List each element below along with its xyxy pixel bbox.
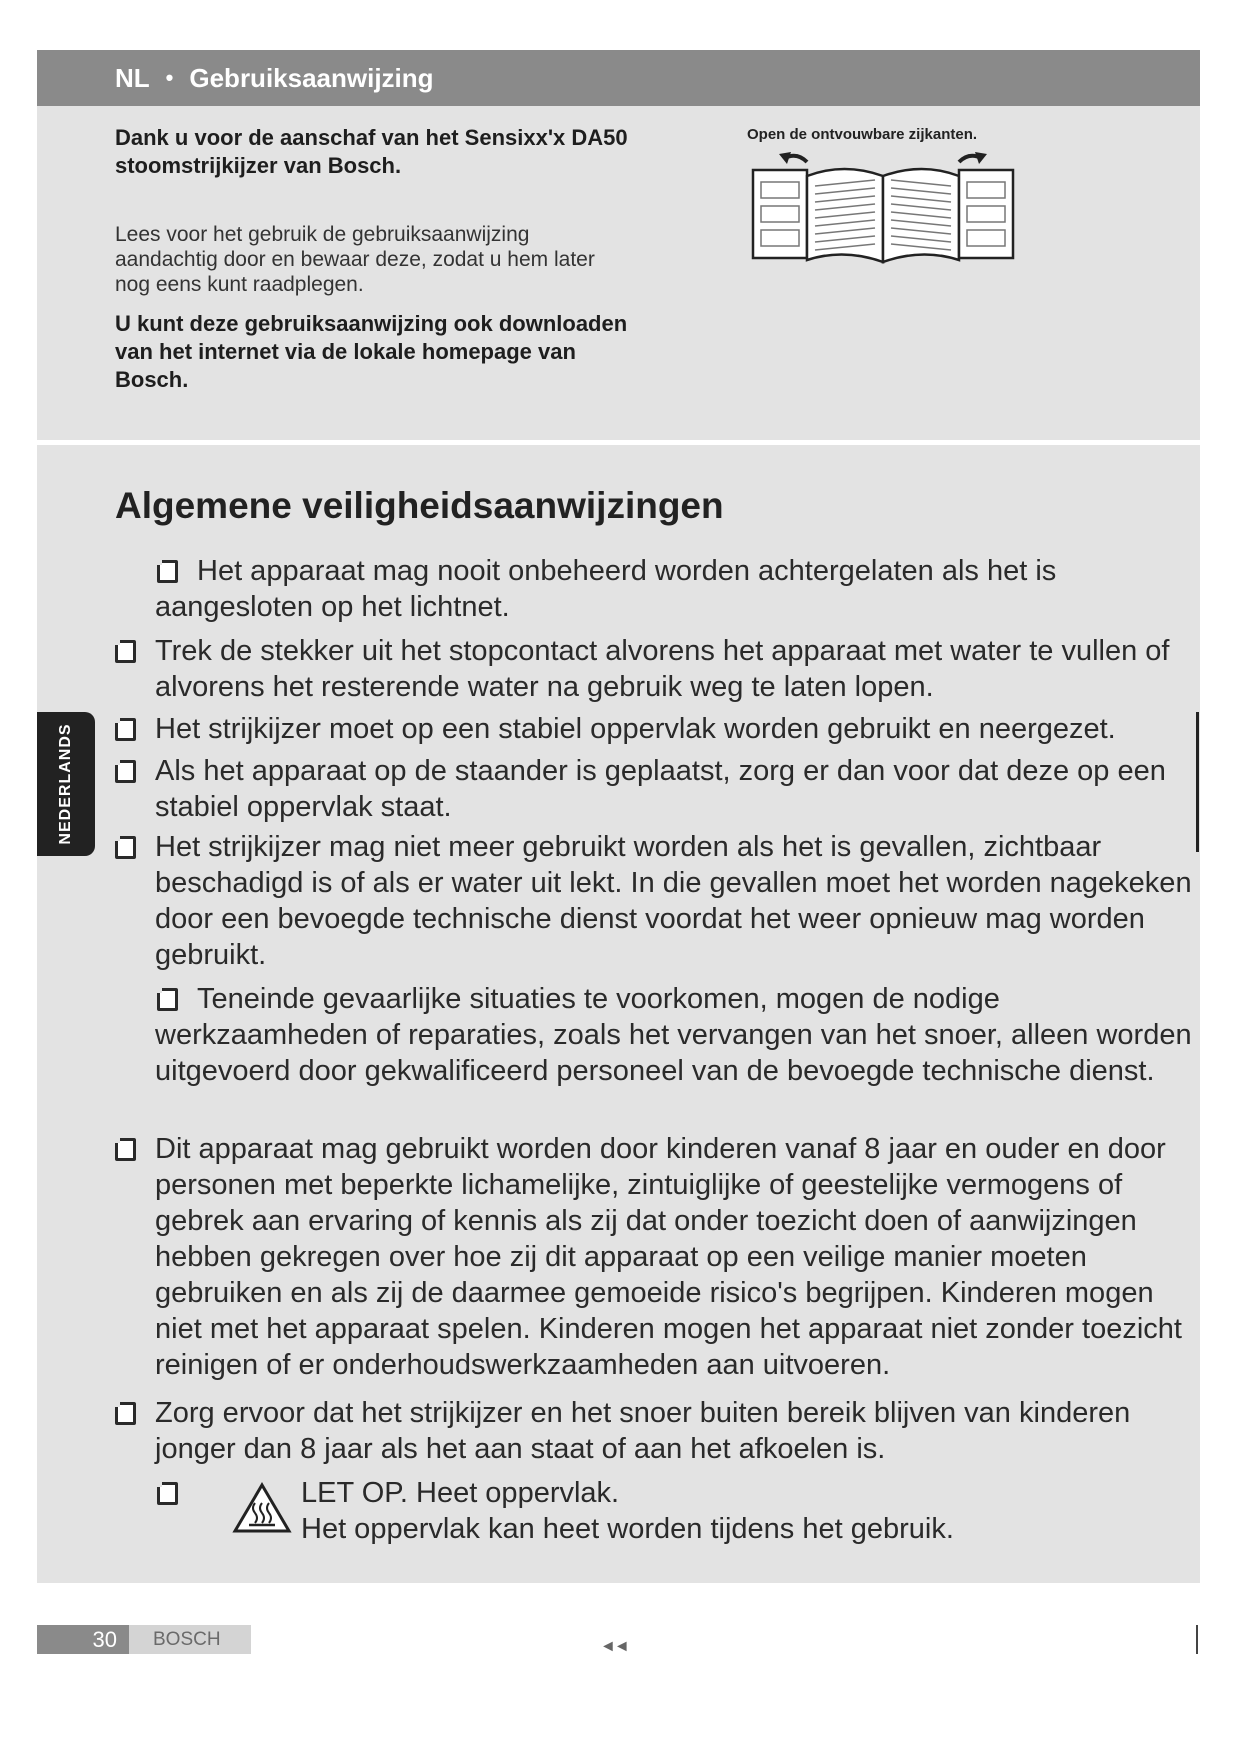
safety-panel [37,445,1200,1583]
warning-item [115,1475,1195,1547]
warning-text: Het oppervlak kan heet worden tijdens het gebruik. [301,1513,954,1545]
checkbox-bullet-icon [157,1482,178,1505]
safety-item: Dit apparaat mag gebruikt worden door kinderen vanaf 8 jaar en ouder en door personen met beperkte lichamelijke, zintuiglijke of geestelijke vermogens of gebrek aan ervaring of kennis als zij dat onder toezicht doen of aanwijzingen hebben gekregen over hoe zij dit apparaat op een veilige manier moeten gebruiken en als zij de daarmee gemoeide risico's begrijpen. Kinderen mogen niet met het apparaat spelen. Kinderen mogen het apparaat niet zonder toezicht reinigen of er onderhoudswerkzaamheden aan uitvoeren. [115,1131,1195,1383]
page-number: 30 [37,1625,129,1654]
fold-caption: Open de ontvouwbare zijkanten. [747,126,978,143]
intro-panel [37,106,1200,440]
safety-item: Trek de stekker uit het stopcontact alvorens het apparaat met water te vullen of alvorens het resterende water na gebruik weg te laten lopen. [115,633,1195,705]
checkbox-bullet-icon [157,988,178,1011]
foldout-book-illustration [749,150,1019,270]
safety-item: Teneinde gevaarlijke situaties te voorkomen, mogen de nodige werkzaamheden of reparaties, zoals het vervangen van het snoer, alleen worden uitgevoerd door gekwalificeerd personeel van de bevoegde technische dienst. [155,983,1192,1087]
warning-title: LET OP. Heet oppervlak. [301,1477,620,1509]
section-title: Algemene veiligheidsaanwijzingen [115,485,724,526]
checkbox-bullet-icon [157,560,178,583]
checkbox-bullet-icon [115,836,136,859]
safety-item: Het strijkijzer moet op een stabiel oppervlak worden gebruikt en neergezet. [115,711,1195,747]
header-bar [37,50,1200,106]
hot-surface-icon [231,1481,293,1535]
page-edge-marker [1196,712,1199,852]
thanks-text: Dank u voor de aanschaf van het Sensixx'x DA50 stoomstrijkijzer van Bosch. [115,125,628,178]
download-note-text: U kunt deze gebruiksaanwijzing ook downloaden van het internet via de lokale homepage van Bosch. [115,311,628,392]
safety-item: Zorg ervoor dat het strijkijzer en het snoer buiten bereik blijven van kinderen jonger dan 8 jaar als het aan staat of aan het afkoelen is. [115,1395,1195,1467]
brand-label: BOSCH [129,1625,251,1654]
checkbox-bullet-icon [115,1138,136,1161]
checkbox-bullet-icon [115,1402,136,1425]
read-note-text: Lees voor het gebruik de gebruiksaanwijzing aandachtig door en bewaar deze, zodat u hem later nog eens kunt raadplegen. [115,223,595,296]
header-separator: • [165,65,174,90]
safety-item: Het strijkijzer mag niet meer gebruikt worden als het is gevallen, zichtbaar beschadigd is of als er water uit lekt. In die gevallen moet het worden nagekeken door een bevoegde technische dienst voordat het weer opnieuw mag worden gebruikt. [115,829,1195,973]
page-title: Gebruiksaanwijzing [189,62,434,93]
language-code: NL [115,62,150,93]
safety-item: Het apparaat mag nooit onbeheerd worden achtergelaten als het is aangesloten op het lichtnet. [155,555,1057,623]
footer-edge-marker [1196,1625,1198,1654]
safety-item: Als het apparaat op de staander is geplaatst, zorg er dan voor dat deze op een stabiel oppervlak staat. [115,753,1195,825]
checkbox-bullet-icon [115,718,136,741]
checkbox-bullet-icon [115,760,136,783]
back-nav-icon[interactable]: ◄◄ [600,1638,628,1655]
checkbox-bullet-icon [115,640,136,663]
language-side-tab: NEDERLANDS [37,712,95,856]
